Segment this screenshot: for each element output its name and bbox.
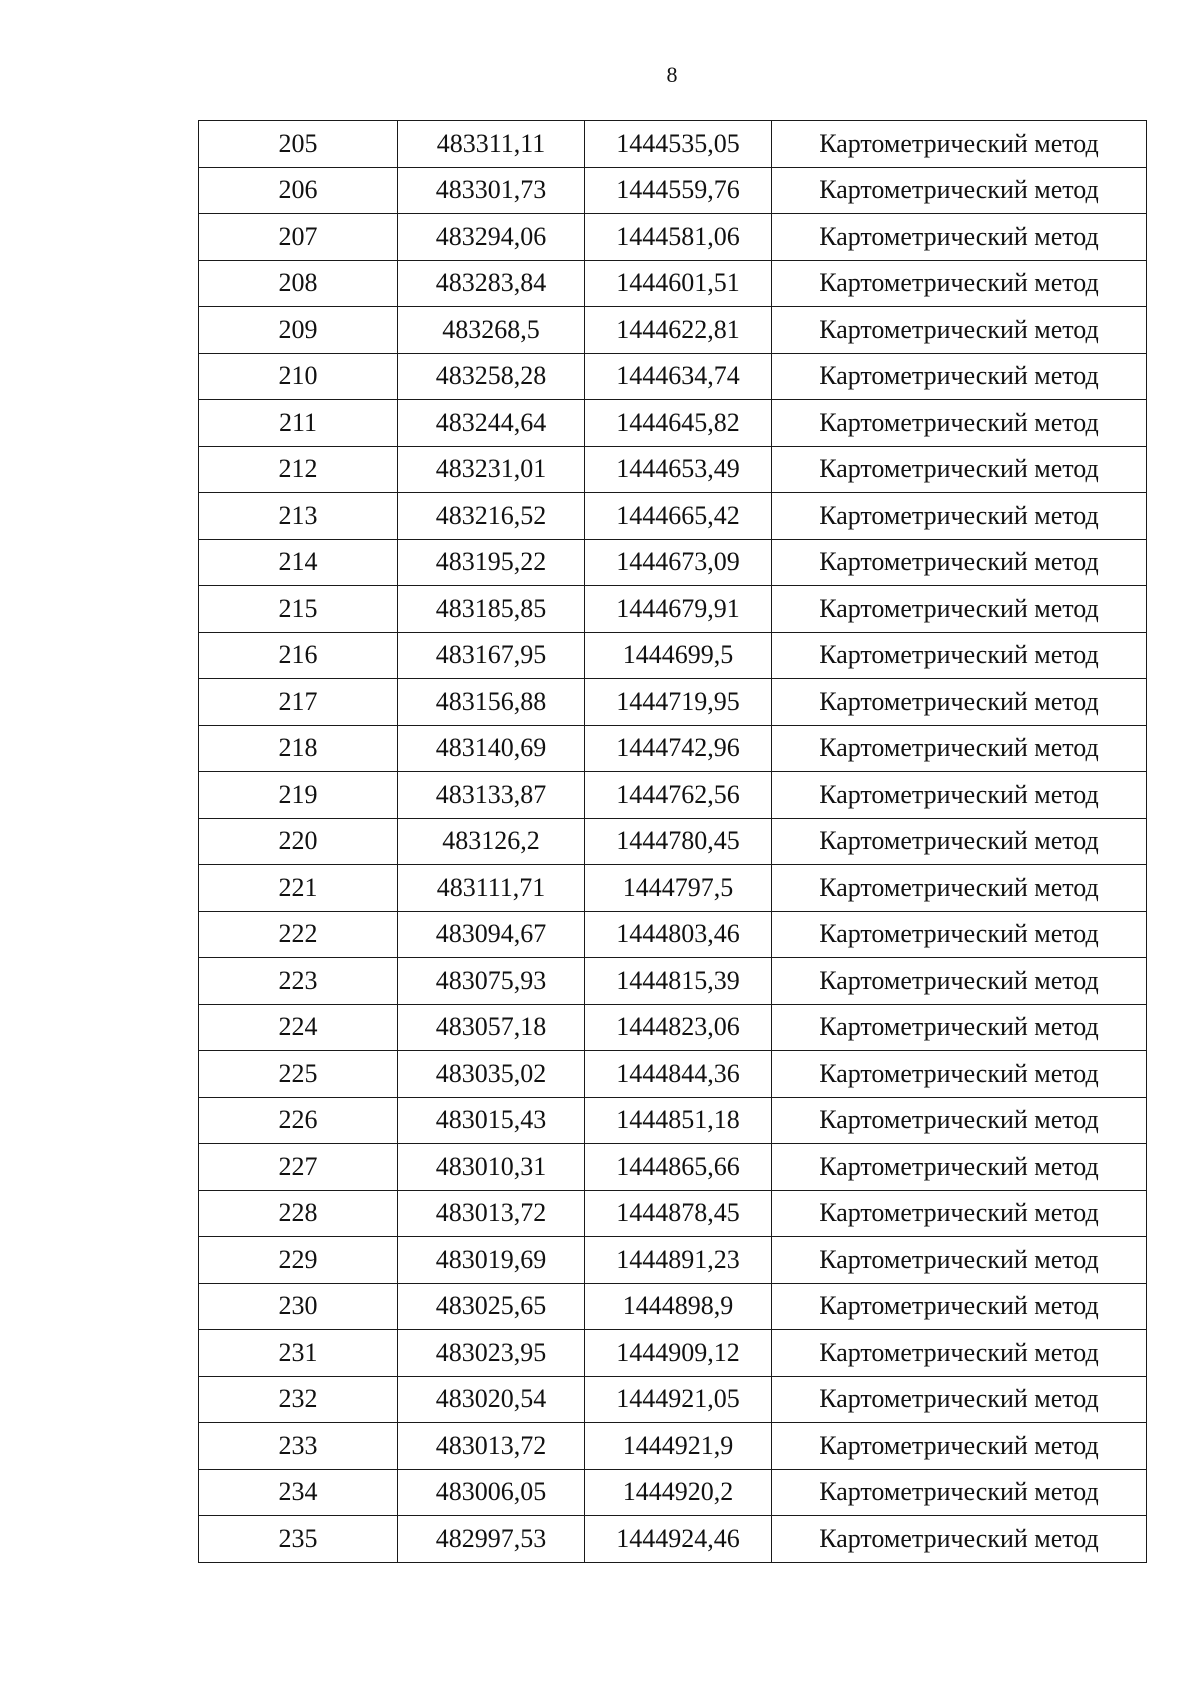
method-cell: Картометрический метод: [772, 1283, 1147, 1330]
coordinate-x-cell: 483075,93: [398, 958, 585, 1005]
method-cell: Картометрический метод: [772, 1237, 1147, 1284]
method-cell: Картометрический метод: [772, 214, 1147, 261]
coordinate-x-cell: 483195,22: [398, 539, 585, 586]
coordinate-x-cell: 483283,84: [398, 260, 585, 307]
table-row: [199, 539, 1147, 586]
coordinate-x-cell: 483013,72: [398, 1190, 585, 1237]
method-cell: Картометрический метод: [772, 818, 1147, 865]
method-cell: Картометрический метод: [772, 772, 1147, 819]
coordinate-x-cell: 483057,18: [398, 1004, 585, 1051]
table-row: [199, 167, 1147, 214]
coordinate-y-cell: 1444815,39: [585, 958, 772, 1005]
coordinate-y-cell: 1444742,96: [585, 725, 772, 772]
coordinate-y-cell: 1444921,05: [585, 1376, 772, 1423]
method-cell: Картометрический метод: [772, 725, 1147, 772]
point-number-cell: 234: [199, 1469, 398, 1516]
coordinate-y-cell: 1444920,2: [585, 1469, 772, 1516]
point-number-cell: 235: [199, 1516, 398, 1563]
coordinate-x-cell: 483006,05: [398, 1469, 585, 1516]
method-cell: Картометрический метод: [772, 958, 1147, 1005]
table-row: [199, 493, 1147, 540]
point-number-cell: 208: [199, 260, 398, 307]
table-row: [199, 121, 1147, 168]
table-row: [199, 1190, 1147, 1237]
table-row: [199, 1376, 1147, 1423]
point-number-cell: 218: [199, 725, 398, 772]
table-row: [199, 1237, 1147, 1284]
coordinate-y-cell: 1444797,5: [585, 865, 772, 912]
coordinate-x-cell: 483216,52: [398, 493, 585, 540]
coordinate-y-cell: 1444898,9: [585, 1283, 772, 1330]
point-number-cell: 225: [199, 1051, 398, 1098]
coordinate-x-cell: 483185,85: [398, 586, 585, 633]
table-row: [199, 1330, 1147, 1377]
method-cell: Картометрический метод: [772, 586, 1147, 633]
table-row: [199, 1283, 1147, 1330]
point-number-cell: 212: [199, 446, 398, 493]
table-row: [199, 1144, 1147, 1191]
coordinate-y-cell: 1444762,56: [585, 772, 772, 819]
method-cell: Картометрический метод: [772, 353, 1147, 400]
table-row: [199, 353, 1147, 400]
coordinate-x-cell: 483294,06: [398, 214, 585, 261]
point-number-cell: 207: [199, 214, 398, 261]
coordinate-y-cell: 1444601,51: [585, 260, 772, 307]
coordinate-x-cell: 483244,64: [398, 400, 585, 447]
point-number-cell: 205: [199, 121, 398, 168]
method-cell: Картометрический метод: [772, 446, 1147, 493]
point-number-cell: 214: [199, 539, 398, 586]
point-number-cell: 228: [199, 1190, 398, 1237]
point-number-cell: 223: [199, 958, 398, 1005]
coordinates-table-body: [199, 121, 1147, 1563]
method-cell: Картометрический метод: [772, 1469, 1147, 1516]
coordinate-y-cell: 1444921,9: [585, 1423, 772, 1470]
coordinate-y-cell: 1444673,09: [585, 539, 772, 586]
coordinate-x-cell: 483258,28: [398, 353, 585, 400]
table-row: [199, 632, 1147, 679]
coordinate-y-cell: 1444865,66: [585, 1144, 772, 1191]
coordinate-y-cell: 1444878,45: [585, 1190, 772, 1237]
coordinate-x-cell: 483311,11: [398, 121, 585, 168]
coordinate-x-cell: 483035,02: [398, 1051, 585, 1098]
page-number: 8: [666, 62, 678, 87]
point-number-cell: 209: [199, 307, 398, 354]
coordinate-x-cell: 483020,54: [398, 1376, 585, 1423]
coordinate-y-cell: 1444780,45: [585, 818, 772, 865]
point-number-cell: 226: [199, 1097, 398, 1144]
coordinate-y-cell: 1444581,06: [585, 214, 772, 261]
coordinate-x-cell: 483111,71: [398, 865, 585, 912]
coordinate-x-cell: 483010,31: [398, 1144, 585, 1191]
point-number-cell: 217: [199, 679, 398, 726]
method-cell: Картометрический метод: [772, 400, 1147, 447]
coordinate-x-cell: 483015,43: [398, 1097, 585, 1144]
point-number-cell: 213: [199, 493, 398, 540]
coordinate-x-cell: 482997,53: [398, 1516, 585, 1563]
coordinate-y-cell: 1444719,95: [585, 679, 772, 726]
method-cell: Картометрический метод: [772, 865, 1147, 912]
coordinate-x-cell: 483301,73: [398, 167, 585, 214]
coordinate-x-cell: 483140,69: [398, 725, 585, 772]
method-cell: Картометрический метод: [772, 911, 1147, 958]
coordinate-x-cell: 483013,72: [398, 1423, 585, 1470]
point-number-cell: 221: [199, 865, 398, 912]
table-row: [199, 1423, 1147, 1470]
coordinate-x-cell: 483133,87: [398, 772, 585, 819]
coordinate-y-cell: 1444665,42: [585, 493, 772, 540]
point-number-cell: 230: [199, 1283, 398, 1330]
table-row: [199, 586, 1147, 633]
point-number-cell: 222: [199, 911, 398, 958]
method-cell: Картометрический метод: [772, 1051, 1147, 1098]
method-cell: Картометрический метод: [772, 1144, 1147, 1191]
coordinate-y-cell: 1444645,82: [585, 400, 772, 447]
method-cell: Картометрический метод: [772, 1330, 1147, 1377]
point-number-cell: 219: [199, 772, 398, 819]
table-row: [199, 1469, 1147, 1516]
coordinate-y-cell: 1444924,46: [585, 1516, 772, 1563]
method-cell: Картометрический метод: [772, 493, 1147, 540]
coordinate-x-cell: 483167,95: [398, 632, 585, 679]
point-number-cell: 211: [199, 400, 398, 447]
coordinate-x-cell: 483019,69: [398, 1237, 585, 1284]
method-cell: Картометрический метод: [772, 167, 1147, 214]
coordinate-x-cell: 483156,88: [398, 679, 585, 726]
coordinate-y-cell: 1444909,12: [585, 1330, 772, 1377]
coordinate-y-cell: 1444634,74: [585, 353, 772, 400]
coordinate-y-cell: 1444803,46: [585, 911, 772, 958]
method-cell: Картометрический метод: [772, 1097, 1147, 1144]
point-number-cell: 229: [199, 1237, 398, 1284]
table-row: [199, 1051, 1147, 1098]
method-cell: Картометрический метод: [772, 1376, 1147, 1423]
coordinate-y-cell: 1444559,76: [585, 167, 772, 214]
table-row: [199, 307, 1147, 354]
method-cell: Картометрический метод: [772, 260, 1147, 307]
point-number-cell: 231: [199, 1330, 398, 1377]
table-row: [199, 725, 1147, 772]
table-row: [199, 772, 1147, 819]
coordinates-table: [198, 120, 1147, 1563]
method-cell: Картометрический метод: [772, 1004, 1147, 1051]
table-row: [199, 1097, 1147, 1144]
point-number-cell: 220: [199, 818, 398, 865]
coordinate-y-cell: 1444851,18: [585, 1097, 772, 1144]
point-number-cell: 216: [199, 632, 398, 679]
point-number-cell: 215: [199, 586, 398, 633]
table-row: [199, 818, 1147, 865]
coordinate-x-cell: 483268,5: [398, 307, 585, 354]
table-row: [199, 446, 1147, 493]
coordinate-y-cell: 1444891,23: [585, 1237, 772, 1284]
table-row: [199, 679, 1147, 726]
table-row: [199, 865, 1147, 912]
coordinate-y-cell: 1444653,49: [585, 446, 772, 493]
coordinate-y-cell: 1444699,5: [585, 632, 772, 679]
method-cell: Картометрический метод: [772, 539, 1147, 586]
method-cell: Картометрический метод: [772, 1516, 1147, 1563]
point-number-cell: 224: [199, 1004, 398, 1051]
point-number-cell: 232: [199, 1376, 398, 1423]
coordinate-y-cell: 1444844,36: [585, 1051, 772, 1098]
table-row: [199, 1516, 1147, 1563]
coordinate-x-cell: 483231,01: [398, 446, 585, 493]
coordinate-x-cell: 483025,65: [398, 1283, 585, 1330]
method-cell: Картометрический метод: [772, 1190, 1147, 1237]
table-row: [199, 214, 1147, 261]
point-number-cell: 210: [199, 353, 398, 400]
coordinate-y-cell: 1444823,06: [585, 1004, 772, 1051]
table-row: [199, 400, 1147, 447]
method-cell: Картометрический метод: [772, 121, 1147, 168]
table-row: [199, 958, 1147, 1005]
coordinate-y-cell: 1444535,05: [585, 121, 772, 168]
coordinate-y-cell: 1444622,81: [585, 307, 772, 354]
coordinate-x-cell: 483126,2: [398, 818, 585, 865]
method-cell: Картометрический метод: [772, 1423, 1147, 1470]
method-cell: Картометрический метод: [772, 632, 1147, 679]
coordinate-x-cell: 483023,95: [398, 1330, 585, 1377]
point-number-cell: 227: [199, 1144, 398, 1191]
coordinate-x-cell: 483094,67: [398, 911, 585, 958]
point-number-cell: 233: [199, 1423, 398, 1470]
table-row: [199, 911, 1147, 958]
method-cell: Картометрический метод: [772, 307, 1147, 354]
point-number-cell: 206: [199, 167, 398, 214]
table-row: [199, 1004, 1147, 1051]
method-cell: Картометрический метод: [772, 679, 1147, 726]
coordinate-y-cell: 1444679,91: [585, 586, 772, 633]
table-row: [199, 260, 1147, 307]
